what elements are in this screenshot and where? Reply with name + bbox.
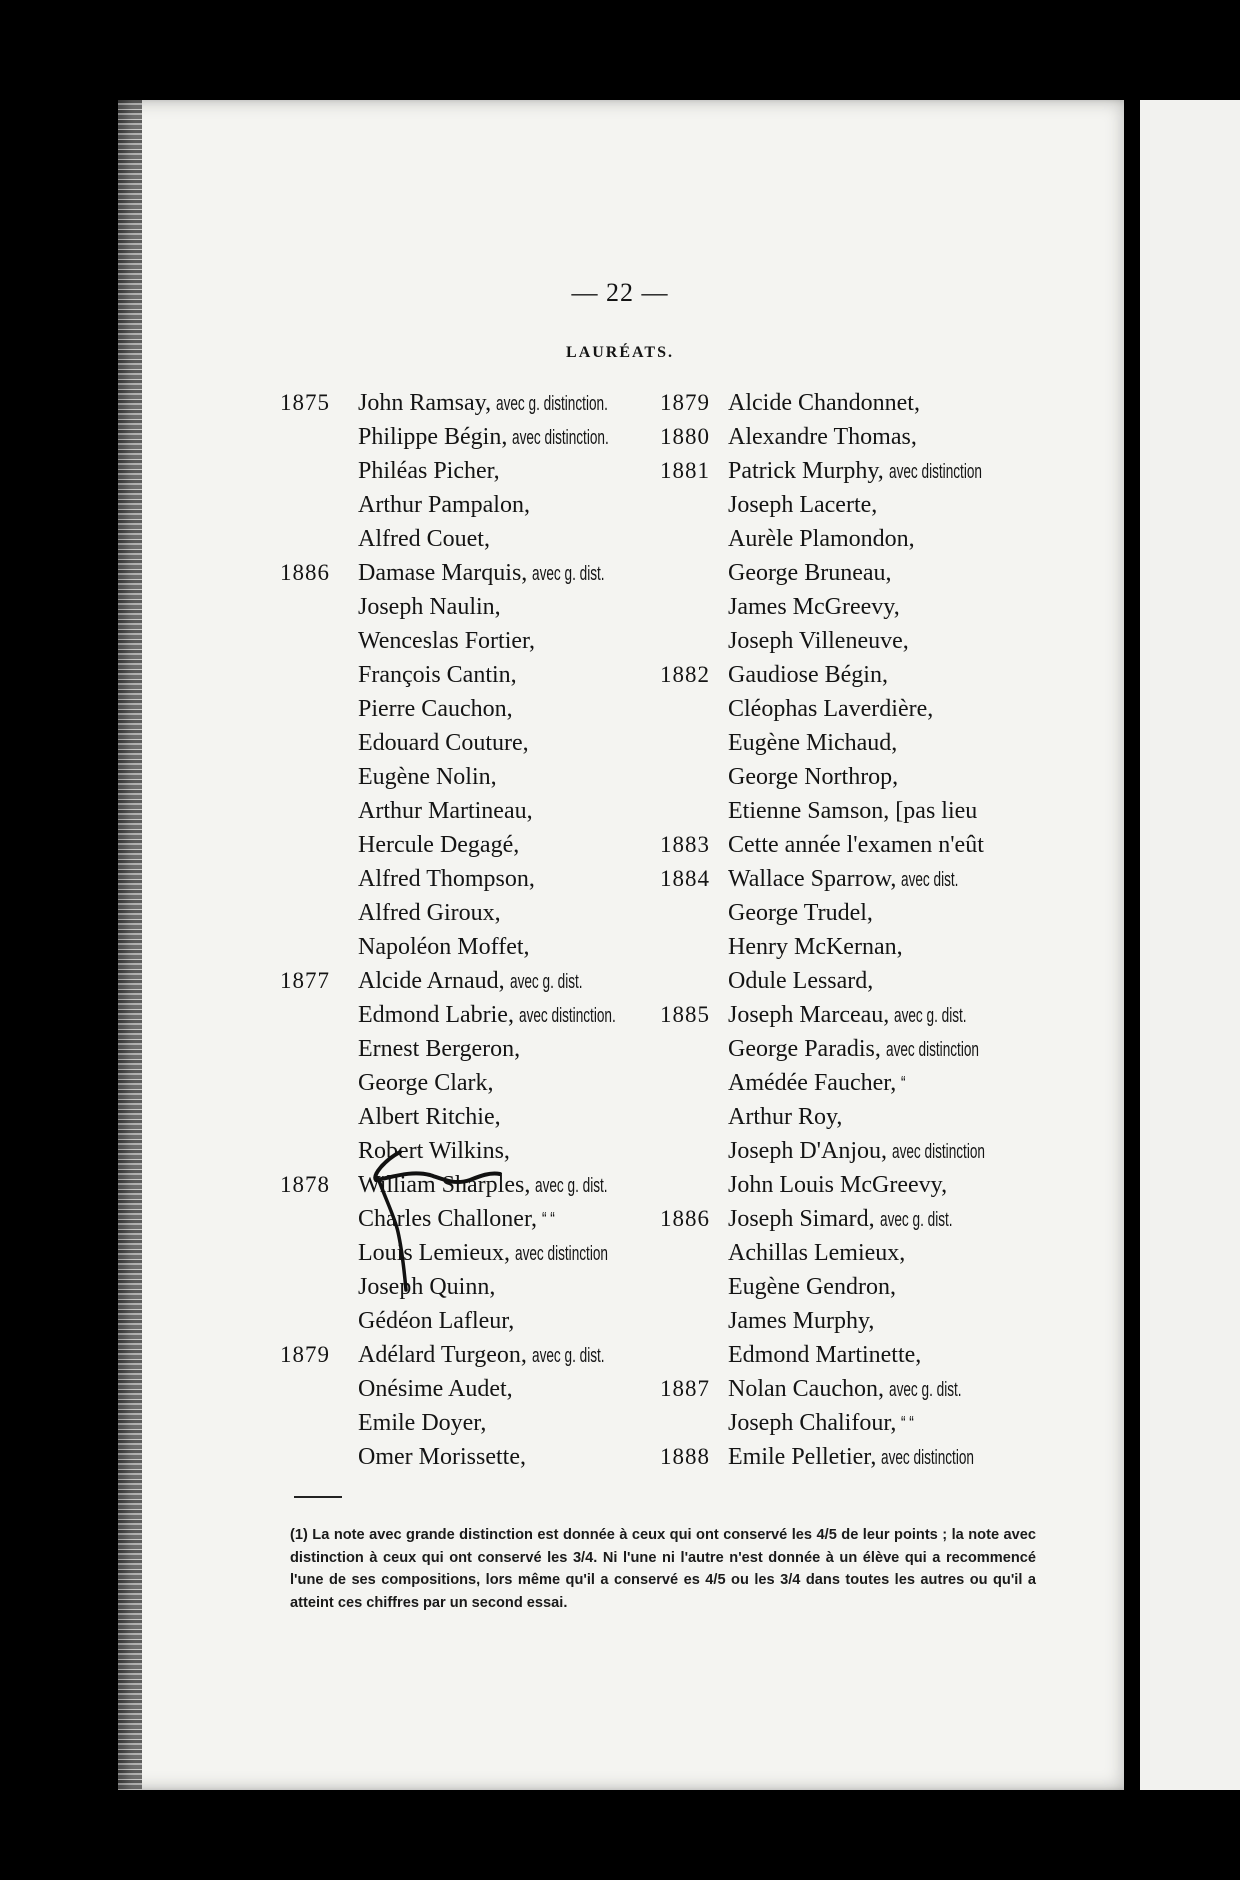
laureate-name-text: Alexandre Thomas,	[728, 424, 917, 450]
laureate-entry	[280, 1202, 672, 1236]
laureate-name-text: Amédée Faucher,	[728, 1070, 897, 1096]
laureate-entry	[652, 794, 1052, 828]
page-number: — 22 —	[571, 278, 669, 307]
laureate-name	[358, 454, 505, 488]
distinction-note: avec distinction.	[518, 1005, 616, 1027]
laureate-name-text: François Cantin,	[358, 662, 517, 688]
laureate-name	[358, 1032, 525, 1066]
laureate-entry	[652, 1372, 1052, 1406]
laureate-name-text: Joseph Quinn,	[358, 1274, 496, 1300]
laureate-entry	[652, 1168, 1052, 1202]
laureate-name-text: Wallace Sparrow,	[728, 866, 897, 892]
distinction-note: avec g. dist.	[532, 563, 605, 585]
year-label: 1883	[660, 832, 710, 857]
laureate-entry	[280, 964, 672, 998]
distinction-note: avec g. distinction.	[496, 393, 608, 415]
section-title: LAURÉATS.	[566, 344, 674, 361]
laureate-name	[728, 488, 882, 522]
laureate-name-text: Alfred Couet,	[358, 526, 490, 552]
laureate-entry	[652, 828, 1052, 862]
laureate-name	[728, 828, 989, 862]
laureate-name	[358, 862, 540, 896]
laureate-name-text: Joseph Simard,	[728, 1206, 875, 1232]
laureate-name-text: Joseph Villeneuve,	[728, 628, 909, 654]
laureate-name-text: Odule Lessard,	[728, 968, 874, 994]
laureate-entry	[280, 556, 672, 590]
laureate-entry	[280, 1168, 672, 1202]
year-label: 1888	[660, 1444, 710, 1469]
laureate-name-text: William Sharples,	[358, 1172, 531, 1198]
laureate-name	[358, 964, 616, 999]
laureate-name	[728, 760, 903, 794]
year-label: 1880	[660, 424, 710, 449]
laureate-name-text: Louis Lemieux,	[358, 1240, 510, 1266]
laureate-name-text: Onésime Audet,	[358, 1376, 513, 1402]
laureate-entry	[280, 1100, 672, 1134]
laureate-name	[358, 522, 495, 556]
laureate-name	[728, 896, 878, 930]
laureate-name-text: Alcide Chandonnet,	[728, 390, 920, 416]
laureate-name	[358, 1168, 642, 1203]
year-label: 1881	[660, 458, 710, 483]
laureate-name	[728, 454, 1026, 489]
laureate-entry	[652, 1338, 1052, 1372]
year-label: 1879	[660, 390, 710, 415]
laureate-entry	[280, 760, 672, 794]
laureate-name	[358, 488, 535, 522]
distinction-note: avec distinction	[892, 1141, 985, 1163]
laureate-name	[728, 1066, 908, 1101]
laureate-name-text: Joseph D'Anjou,	[728, 1138, 887, 1164]
laureate-name	[728, 1236, 910, 1270]
laureate-name-text: Achillas Lemieux,	[728, 1240, 906, 1266]
laureate-entry	[280, 862, 672, 896]
laureate-name-text: Edmond Martinette,	[728, 1342, 922, 1368]
distinction-note: avec distinction	[885, 1039, 979, 1061]
laureate-entry	[280, 386, 672, 420]
year-label: 1884	[660, 866, 710, 891]
laureate-entry	[280, 828, 672, 862]
laureate-entry	[280, 1372, 672, 1406]
laureate-name	[358, 1372, 518, 1406]
laureate-name-text: Alfred Thompson,	[358, 866, 535, 892]
laureate-entry	[652, 1304, 1052, 1338]
distinction-note: avec g. dist.	[879, 1209, 953, 1231]
distinction-note: avec g. dist.	[888, 1379, 962, 1401]
laureate-entry	[652, 556, 1052, 590]
distinction-note: “	[901, 1073, 906, 1095]
laureate-entry	[652, 522, 1052, 556]
laureate-name	[728, 1270, 901, 1304]
laureate-name	[358, 1134, 515, 1168]
laureate-name-text: Edouard Couture,	[358, 730, 529, 756]
laureate-name	[358, 930, 535, 964]
laureate-name	[358, 760, 502, 794]
laureate-name	[358, 726, 534, 760]
laureate-name-text: Alcide Arnaud,	[358, 968, 505, 994]
laureate-name-text: Damase Marquis,	[358, 560, 528, 586]
laureate-name	[358, 1406, 491, 1440]
laureate-name-text: Nolan Cauchon,	[728, 1376, 884, 1402]
laureate-entry	[280, 590, 672, 624]
laureate-entry	[652, 1236, 1052, 1270]
laureate-name	[728, 1032, 1023, 1067]
laureate-name	[728, 1406, 920, 1441]
laureate-name-text: Arthur Pampalon,	[358, 492, 530, 518]
laureate-name	[728, 1372, 996, 1407]
distinction-note: “ “	[901, 1413, 915, 1435]
year-label: 1886	[280, 560, 330, 585]
laureate-entry	[652, 760, 1052, 794]
laureate-name-text: Eugène Michaud,	[728, 730, 898, 756]
laureate-name	[358, 1440, 531, 1474]
laureate-entry	[280, 1270, 672, 1304]
laureate-entry	[280, 1066, 672, 1100]
laureate-name-text: Gédéon Lafleur,	[358, 1308, 515, 1334]
distinction-note: avec g. dist.	[531, 1345, 605, 1367]
laureate-name-text: Philéas Picher,	[358, 458, 500, 484]
year-label: 1887	[660, 1376, 710, 1401]
laureate-name	[358, 590, 506, 624]
laureate-name-text: Emile Doyer,	[358, 1410, 487, 1436]
distinction-note: avec g. dist.	[535, 1175, 608, 1197]
laureate-name-text: George Clark,	[358, 1070, 494, 1096]
laureate-name-text: Robert Wilkins,	[358, 1138, 510, 1164]
laureate-name-text: Albert Ritchie,	[358, 1104, 501, 1130]
laureate-name	[728, 590, 905, 624]
distinction-note: avec g. dist.	[894, 1005, 967, 1027]
laureate-name	[358, 828, 524, 862]
laureate-name	[728, 964, 878, 998]
laureate-name-text: Arthur Martineau,	[358, 798, 533, 824]
laureate-name-text: Arthur Roy,	[728, 1104, 843, 1130]
right-column-list	[652, 386, 1052, 1474]
laureate-name-text: Edmond Labrie,	[358, 1002, 514, 1028]
laureate-name	[358, 998, 661, 1033]
laureate-name	[728, 1304, 879, 1338]
laureate-entry	[280, 420, 672, 454]
laureate-name	[728, 1338, 926, 1372]
laureate-name-text: Omer Morissette,	[358, 1444, 526, 1470]
laureate-name-text: Adélard Turgeon,	[358, 1342, 527, 1368]
laureate-entry	[652, 1406, 1052, 1440]
laureate-entry	[280, 998, 672, 1032]
laureate-entry	[280, 624, 672, 658]
laureate-entry	[652, 692, 1052, 726]
laureate-name-text: Charles Challoner,	[358, 1206, 537, 1232]
laureate-name-text: Joseph Naulin,	[358, 594, 501, 620]
laureate-name	[728, 658, 893, 692]
laureate-name-text: Joseph Marceau,	[728, 1002, 890, 1028]
laureate-entry	[280, 658, 672, 692]
laureate-entry	[280, 1304, 672, 1338]
distinction-note: “ “	[542, 1209, 555, 1231]
laureate-entry	[652, 488, 1052, 522]
distinction-note: avec distinction	[888, 461, 982, 483]
laureate-name	[728, 692, 938, 726]
distinction-note: avec distinction	[881, 1447, 975, 1469]
laureate-entry	[280, 1406, 672, 1440]
laureate-name-text: Joseph Chalifour,	[728, 1410, 897, 1436]
laureate-name	[358, 794, 538, 828]
laureate-name-text: James McGreevy,	[728, 594, 900, 620]
laureate-entry	[652, 1066, 1052, 1100]
year-label: 1886	[660, 1206, 710, 1231]
laureate-name	[728, 1134, 1029, 1169]
laureate-name-text: Pierre Cauchon,	[358, 696, 513, 722]
laureate-name-text: Etienne Samson, [pas lieu	[728, 798, 978, 824]
laureate-name	[728, 556, 897, 590]
laureate-name	[358, 1236, 652, 1271]
laureate-name-text: George Paradis,	[728, 1036, 881, 1062]
laureate-name	[358, 1338, 639, 1373]
laureate-name-text: Hercule Degagé,	[358, 832, 520, 858]
laureate-name-text: John Ramsay,	[358, 390, 492, 416]
laureate-entry	[652, 420, 1052, 454]
laureate-name-text: Gaudiose Bégin,	[728, 662, 888, 688]
laureate-entry	[652, 726, 1052, 760]
year-label: 1885	[660, 1002, 710, 1027]
laureate-entry	[280, 488, 672, 522]
laureate-name-text: Alfred Giroux,	[358, 900, 501, 926]
laureate-name-text: James Murphy,	[728, 1308, 875, 1334]
laureate-name	[358, 658, 522, 692]
footnote: (1) La note avec grande distinction est donnée à ceux qui ont conservé les 4/5 de leur points ; la note avec distinction à ceux qui ont conservé les 3/4. Ni l'une ni l'autre n'est donnée à un élève qui a recommencé l'une de ses compositions, lors même qu'il a conservé es 4/5 ou les 3/4 dans toutes les autres ou qu'il a atteint ces chiffres par un second essai.	[290, 1527, 1036, 1611]
laureate-entry	[280, 930, 672, 964]
laureate-name	[728, 420, 922, 454]
laureate-entry	[652, 624, 1052, 658]
laureate-entry	[280, 726, 672, 760]
laureate-name-text: Aurèle Plamondon,	[728, 526, 915, 552]
laureate-name	[358, 1100, 506, 1134]
laureate-entry	[280, 896, 672, 930]
laureate-name	[358, 556, 639, 591]
laureate-entry	[280, 794, 672, 828]
laureate-entry	[280, 522, 672, 556]
laureate-entry	[280, 1440, 672, 1474]
laureate-name	[358, 1202, 561, 1237]
laureate-entry	[280, 1338, 672, 1372]
laureate-name-text: Eugène Nolin,	[358, 764, 497, 790]
laureate-name-text: Philippe Bégin,	[358, 424, 508, 450]
laureate-name	[728, 1440, 1018, 1475]
laureate-entry	[652, 930, 1052, 964]
year-label: 1882	[660, 662, 710, 687]
laureate-entry	[652, 1032, 1052, 1066]
laureate-entry	[652, 454, 1052, 488]
laureate-entry	[652, 1202, 1052, 1236]
year-label: 1877	[280, 968, 330, 993]
laureate-name	[728, 1202, 986, 1237]
laureate-name-text: Joseph Lacerte,	[728, 492, 878, 518]
laureate-name	[728, 522, 920, 556]
laureate-entry	[652, 998, 1052, 1032]
laureate-name-text: Henry McKernan,	[728, 934, 903, 960]
laureate-name-text: Emile Pelletier,	[728, 1444, 877, 1470]
laureate-entry	[652, 964, 1052, 998]
left-column-list	[280, 386, 672, 1474]
laureate-entry	[280, 454, 672, 488]
laureate-name-text: Patrick Murphy,	[728, 458, 884, 484]
laureate-entry	[652, 862, 1052, 896]
laureate-name-text: Cléophas Laverdière,	[728, 696, 934, 722]
laureate-entry	[652, 1440, 1052, 1474]
laureate-entry	[652, 1100, 1052, 1134]
laureate-entry	[652, 590, 1052, 624]
laureate-name-text: Wenceslas Fortier,	[358, 628, 536, 654]
distinction-note: avec g. dist.	[509, 971, 583, 993]
laureate-name	[358, 1270, 500, 1304]
laureate-name	[358, 1066, 499, 1100]
year-label: 1875	[280, 390, 330, 415]
distinction-note: avec distinction	[514, 1243, 608, 1265]
distinction-note: avec distinction.	[512, 427, 610, 449]
laureate-name	[728, 624, 914, 658]
laureate-entry	[280, 1032, 672, 1066]
laureate-name	[728, 862, 986, 897]
laureate-name	[358, 420, 655, 455]
laureate-entry	[652, 896, 1052, 930]
year-label: 1878	[280, 1172, 330, 1197]
laureate-name	[728, 998, 1001, 1033]
laureate-name	[358, 896, 506, 930]
distinction-note: avec dist.	[901, 869, 959, 891]
laureate-name-text: George Northrop,	[728, 764, 899, 790]
laureate-entry	[652, 1134, 1052, 1168]
laureate-name-text: Eugène Gendron,	[728, 1274, 896, 1300]
laureate-name	[728, 930, 908, 964]
laureate-name	[728, 1168, 952, 1202]
laureate-entry	[652, 386, 1052, 420]
footnote-divider	[294, 1496, 342, 1498]
laureate-name-text: George Trudel,	[728, 900, 873, 926]
laureate-entry	[280, 692, 672, 726]
laureate-entry	[652, 658, 1052, 692]
laureate-name-text: Cette année l'examen n'eût	[728, 832, 984, 858]
laureate-entry	[652, 1270, 1052, 1304]
laureate-name-text: Ernest Bergeron,	[358, 1036, 521, 1062]
laureate-name	[728, 794, 982, 828]
laureate-name	[358, 386, 661, 421]
year-label: 1879	[280, 1342, 330, 1367]
laureate-name	[358, 692, 518, 726]
laureate-entry	[280, 1134, 672, 1168]
laureate-name-text: George Bruneau,	[728, 560, 892, 586]
laureate-entry	[280, 1236, 672, 1270]
laureate-name	[358, 624, 540, 658]
laureate-name	[728, 726, 902, 760]
laureate-name	[728, 386, 925, 420]
laureate-name	[728, 1100, 847, 1134]
laureate-name	[358, 1304, 519, 1338]
laureate-name-text: Napoléon Moffet,	[358, 934, 530, 960]
laureate-name-text: John Louis McGreevy,	[728, 1172, 948, 1198]
